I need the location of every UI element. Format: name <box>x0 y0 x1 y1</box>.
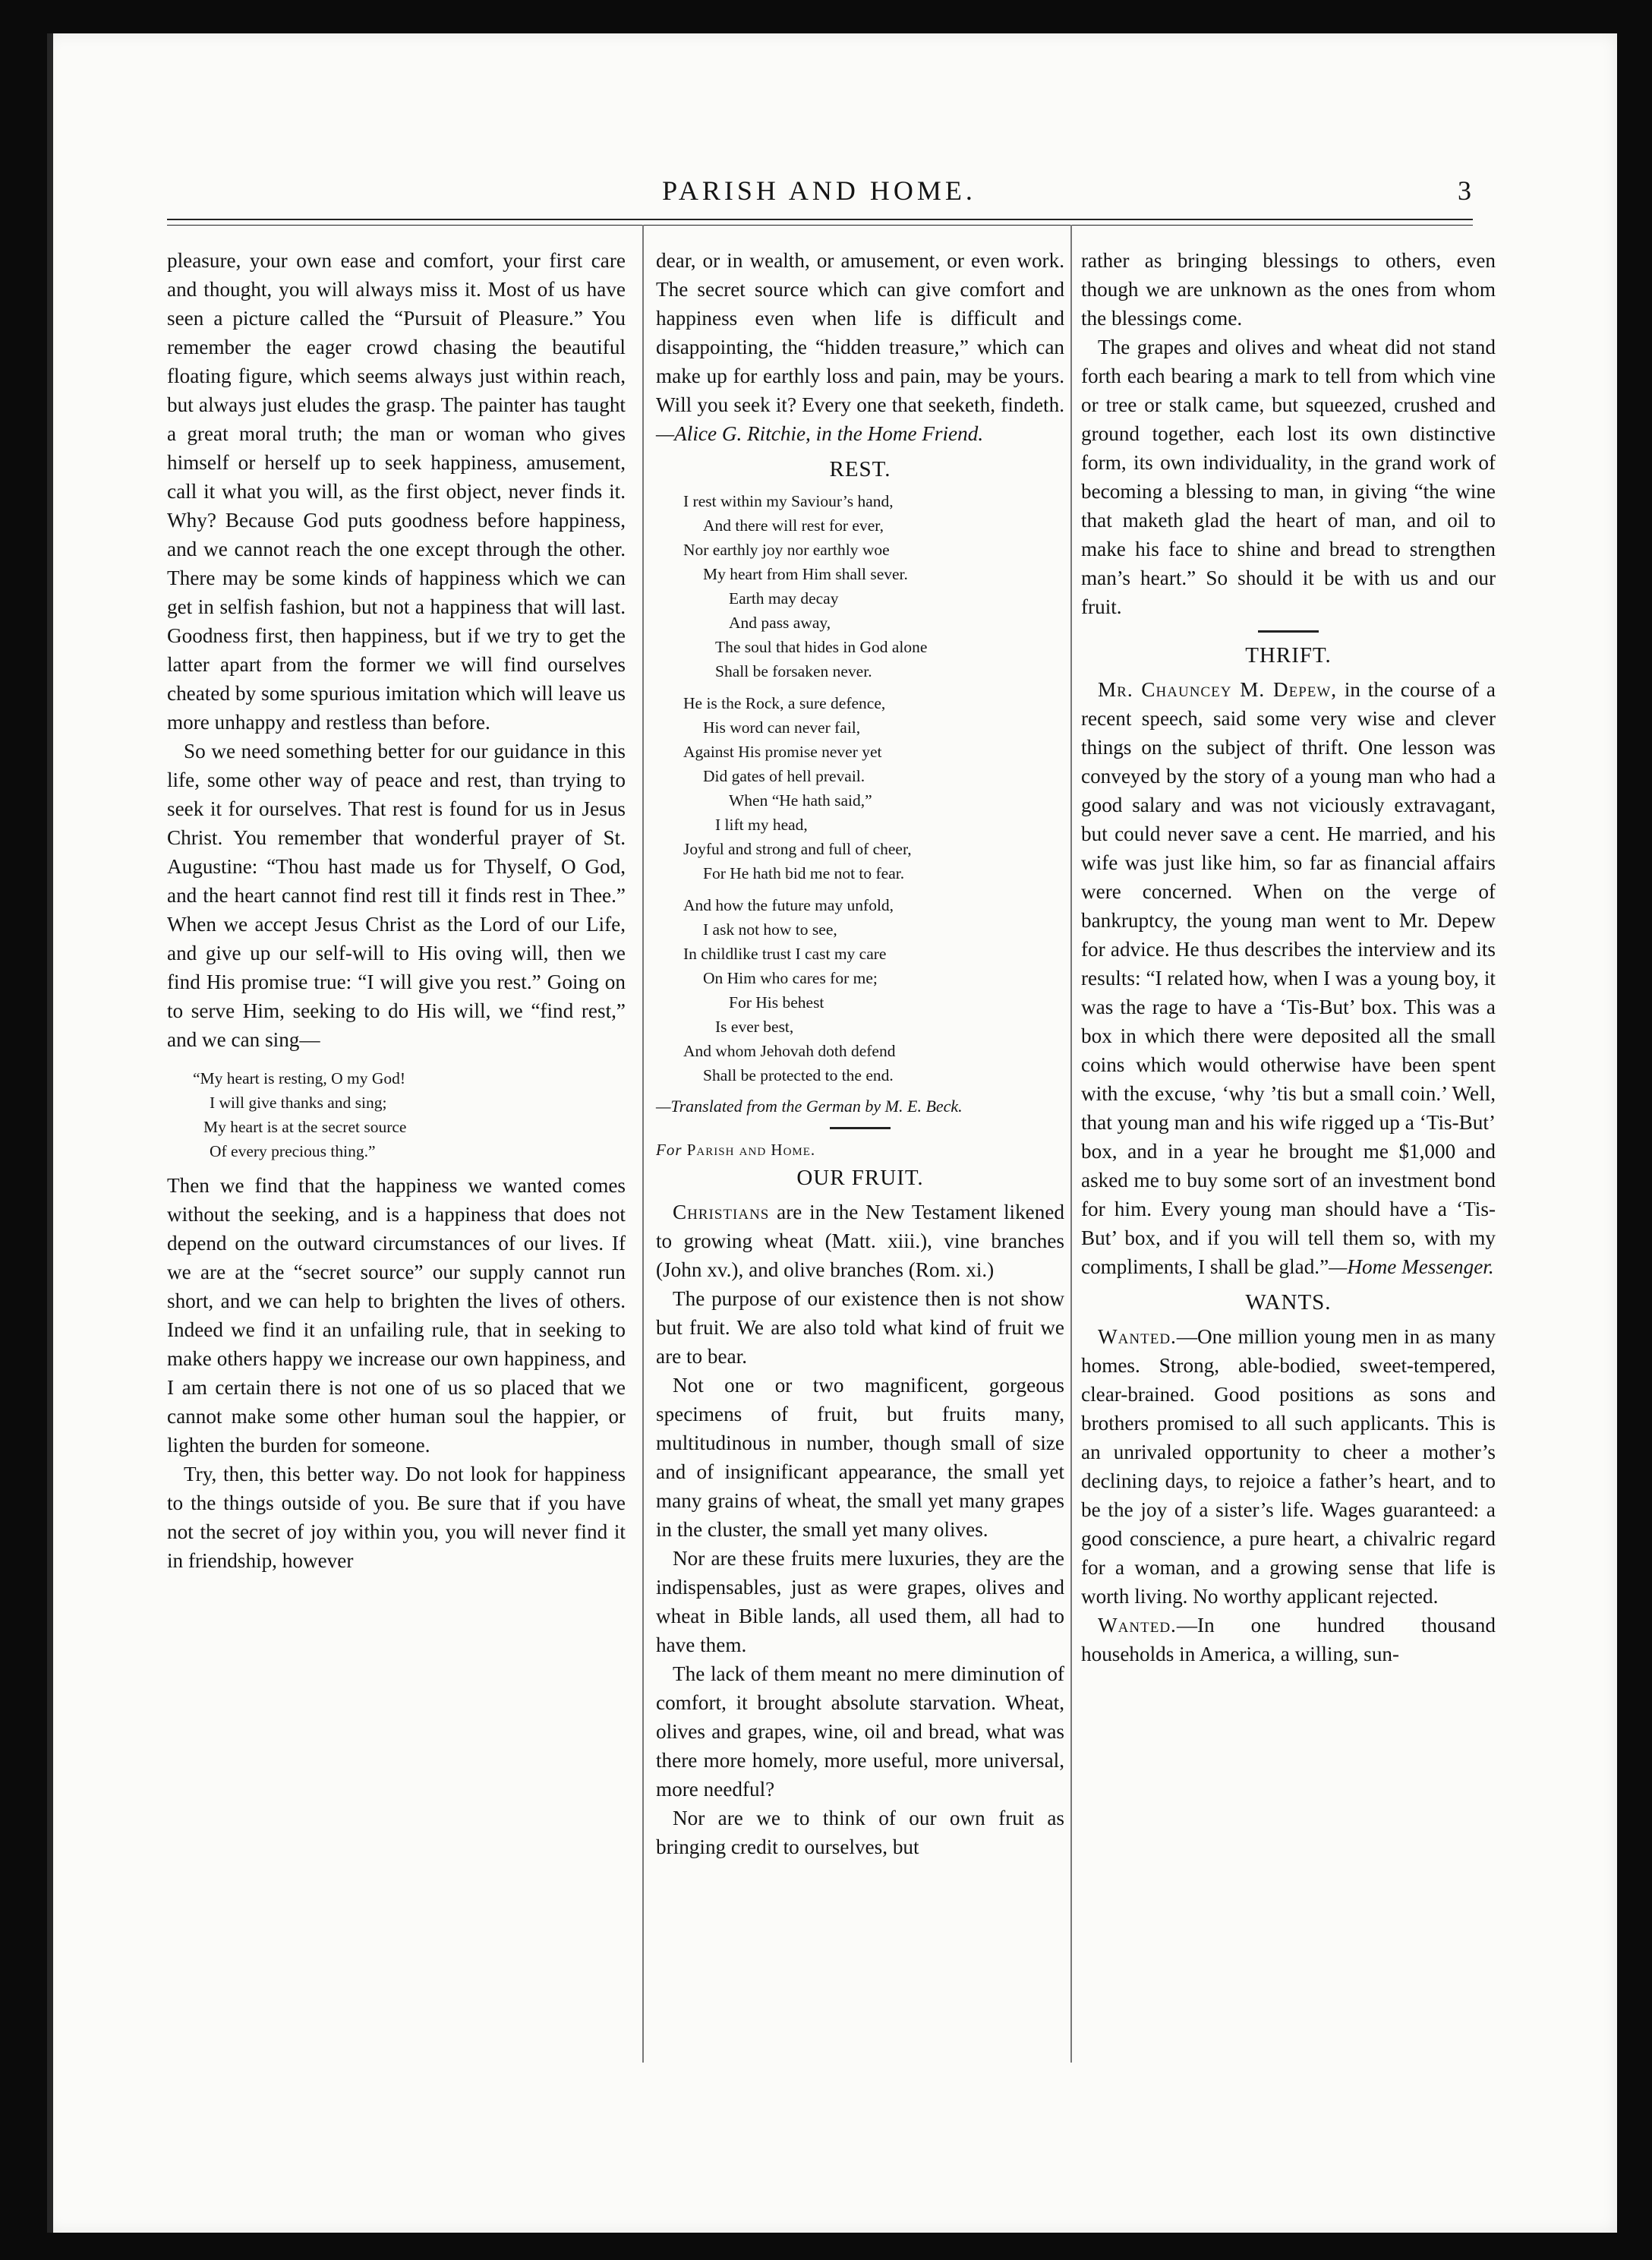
section-title-thrift: THRIFT. <box>1245 643 1332 668</box>
attribution: —Alice G. Ritchie, in the Home Friend. <box>656 422 984 445</box>
verse-line: Nor earthly joy nor earthly woe <box>683 541 890 559</box>
verse-line: For He hath bid me not to fear. <box>703 864 905 882</box>
lead-word: Wanted. <box>1098 1614 1177 1637</box>
poem-rest <box>656 489 1064 1087</box>
paragraph: The lack of them meant no mere diminution of comfort, it brought absolute starvation. Wheat, olives and grapes, wine, oil and bread, what was there more homely, more useful, more universal, more needful? <box>656 1662 1064 1801</box>
kicker-for: For <box>656 1141 683 1159</box>
paragraph: The purpose of our existence then is not show but fruit. We are also told what kind of fruit we are to bear. <box>656 1287 1064 1368</box>
verse-line: And whom Jehovah doth defend <box>683 1042 896 1060</box>
paragraph: Try, then, this better way. Do not look for happiness to the things outside of you. Be sure that if you have not the secret of joy within you, you will never find it in friendship, however <box>167 1463 626 1572</box>
poem-attribution: —Translated from the German by M. E. Beck. <box>656 1097 963 1116</box>
header-rule-bottom <box>167 225 1473 226</box>
verse-line: His word can never fail, <box>703 718 861 737</box>
paragraph-text: —In one hundred thousand households in America, a willing, sun- <box>1081 1614 1496 1665</box>
paragraph: Then we find that the happiness we wanted comes without the seeking, and is a happiness that does not depend on the outward circumstances of our lives. If we are at the “secret source” our supply cannot run short, and we can help to brighten the lives of others. Indeed we find it an unfailing rule, that in seeking to make others happy we increase our own happiness, and I am certain there is not one of us so placed that we cannot make some other human soul the happier, or lighten the burden for someone. <box>167 1174 626 1457</box>
paragraph <box>1081 675 1496 1281</box>
section-divider <box>830 1127 891 1129</box>
page-header <box>167 172 1471 214</box>
paragraph: Nor are these fruits mere luxuries, they are the indispensables, just as were grapes, olives and wheat in Bible lands, all used them, all had to have them. <box>656 1547 1064 1656</box>
paragraph-text: —One million young men in as many homes. Strong, able-bodied, sweet-tempered, clear-brained. Good positions as sons and brothers promised to all such applicants. This is an unrivaled opportunity to cheer a mother’s declining days, to rejoice a father’s heart, and to be the joy of a sister’s life. Wages guaranteed: a good conscience, a pure heart, a chivalric regard for a woman, and a growing sense that life is worth living. No worthy applicant rejected. <box>1081 1325 1496 1608</box>
paragraph: Nor are we to think of our own fruit as bringing credit to ourselves, but <box>656 1807 1064 1858</box>
lead-word: Christians <box>673 1201 770 1223</box>
verse-line: He is the Rock, a sure defence, <box>683 694 886 712</box>
paragraph <box>656 246 1064 448</box>
verse-line: I will give thanks and sing; <box>210 1094 387 1112</box>
paragraph <box>1081 1322 1496 1611</box>
section-title-our-fruit: OUR FRUIT. <box>796 1166 924 1190</box>
verse-line: Against His promise never yet <box>683 743 882 761</box>
verse-line: On Him who cares for me; <box>703 969 878 987</box>
column-divider-2 <box>1070 225 1072 2063</box>
section-title-rest: REST. <box>829 457 891 481</box>
column-2 <box>656 246 1064 1861</box>
column-divider-1 <box>642 225 644 2063</box>
verse-line: For His behest <box>729 993 824 1012</box>
column-1 <box>167 246 626 1575</box>
stanza <box>656 893 1064 1087</box>
verse-line: My heart is at the secret source <box>203 1118 407 1136</box>
stanza <box>656 691 1064 885</box>
kicker-publication: Parish and Home. <box>686 1141 816 1159</box>
verse-line: I rest within my Saviour’s hand, <box>683 492 894 510</box>
paragraph-text: are in the New Testament likened to growing wheat (Matt. xiii.), vine branches (John xv.), and olive branches (Rom. xi.) <box>656 1201 1064 1281</box>
paragraph <box>656 1198 1064 1284</box>
verse-line: The soul that hides in God alone <box>715 638 928 656</box>
verse-line: Joyful and strong and full of cheer, <box>683 840 912 858</box>
verse-line: My heart from Him shall sever. <box>703 565 908 583</box>
header-rule-top <box>167 219 1473 220</box>
page-number: 3 <box>1458 175 1471 206</box>
paragraph-text: in the course of a recent speech, said some very wise and clever things on the subject of thrift. One lesson was conveyed by the story of a young man who had a good salary and was not viciously extravagant, but could never save a cent. He married, and his wife was just like him, so far as financial affairs were concerned. When on the verge of bankruptcy, the young man went to Mr. Depew for advice. He thus describes the interview and its results: “I related how, when I was a young boy, it was the rage to have a ‘Tis-But’ box. This was a box in which there were deposited all the small coins which would otherwise have been spent with the excuse, ‘why ’tis but a small coin.’ Well, that young man and his wife rigged up a ‘Tis-But’ box, and in a year he brought me $1,000 and asked me to buy some sort of an investment bond for him. Every young man should have a ‘Tis-But’ box, and if you will tell them so, with my compliments, I shall be glad.” <box>1081 678 1496 1278</box>
attribution: —Home Messenger. <box>1329 1255 1494 1278</box>
verse-line: Shall be forsaken never. <box>715 662 872 680</box>
verse-line: Did gates of hell prevail. <box>703 767 865 785</box>
verse-line: Is ever best, <box>715 1018 794 1036</box>
verse-line: When “He hath said,” <box>729 791 872 810</box>
verse-line: Shall be protected to the end. <box>703 1066 894 1084</box>
paragraph-text: dear, or in wealth, or amusement, or even work. The secret source which can give comfort and happiness even when life is difficult and disappointing, the “hidden treasure,” which can make up for earthly loss and pain, may be yours. Will you seek it? Every one that seeketh, findeth. <box>656 249 1064 416</box>
section-divider <box>1258 630 1319 633</box>
running-title: PARISH AND HOME. <box>662 175 976 206</box>
section-kicker <box>656 1138 1064 1161</box>
page-binding-edge <box>47 33 53 2233</box>
lead-word: Mr. Chauncey M. Depew, <box>1098 678 1338 701</box>
paragraph: So we need something better for our guidance in this life, some other way of peace and rest, than trying to seek it for ourselves. That rest is found for us in Jesus Christ. You remember that wonderful prayer of St. Augustine: “Thou hast made us for Thyself, O God, and the heart cannot find rest till it finds rest in Thee.” When we accept Jesus Christ as the Lord of our Life, and give up our self-will to His oving will, then we find His promise true: “I will give you rest.” Going on to serve Him, seeking to do His will, we “find rest,” and we can sing— <box>167 740 626 1051</box>
verse-line: I lift my head, <box>715 816 808 834</box>
stanza <box>656 489 1064 683</box>
paragraph: The grapes and olives and wheat did not stand forth each bearing a mark to tell from which vine or tree or stalk came, but squeezed, crushed and ground together, each lost its own distinctive form, its own individuality, in the grand work of becoming a blessing to man, in giving “the wine that maketh glad the heart of man, and oil to make his face to shine and bread to strengthen man’s heart.” So should it be with us and our fruit. <box>1081 336 1496 618</box>
verse-line: “My heart is resting, O my God! <box>193 1069 406 1087</box>
paragraph: pleasure, your own ease and comfort, your first care and thought, you will always miss it. Most of us have seen a picture called the “Pursuit of Pleasure.” You remember the eager crowd chasing the beautiful floating figure, which seems always just within reach, but always just eludes the grasp. The painter has taught a great moral truth; the man or woman who gives himself or herself up to seek happiness, amusement, call it what you will, as the first object, never finds it. Why? Because God puts goodness before happiness, and we cannot reach the one except through the other. There may be some kinds of happiness which we can get in selfish fashion, but not a happiness that will last. Goodness first, then happiness, but if we try to get the latter apart from the former we will find ourselves cheated by some spurious imitation which will leave us more unhappy and restless than before. <box>167 249 626 734</box>
verse-quote <box>167 1066 626 1163</box>
verse-line: And there will rest for ever, <box>703 516 884 535</box>
verse-line: Earth may decay <box>729 589 839 608</box>
verse-line: And pass away, <box>729 614 831 632</box>
column-3 <box>1081 246 1496 1668</box>
lead-word: Wanted. <box>1098 1325 1177 1348</box>
paragraph <box>1081 1611 1496 1668</box>
verse-line: And how the future may unfold, <box>683 896 894 914</box>
verse-line: I ask not how to see, <box>703 920 837 939</box>
verse-line: Of every precious thing.” <box>210 1142 376 1160</box>
paragraph: Not one or two magnificent, gorgeous specimens of fruit, but fruits many, multitudinous in number, though small of size and of insignificant appearance, the small yet many grains of wheat, the small yet many grapes in the cluster, the small yet many olives. <box>656 1374 1064 1541</box>
paragraph: rather as bringing blessings to others, even though we are unknown as the ones from whom the blessings come. <box>1081 249 1496 330</box>
verse-line: In childlike trust I cast my care <box>683 945 887 963</box>
section-title-wants: WANTS. <box>1245 1290 1332 1315</box>
